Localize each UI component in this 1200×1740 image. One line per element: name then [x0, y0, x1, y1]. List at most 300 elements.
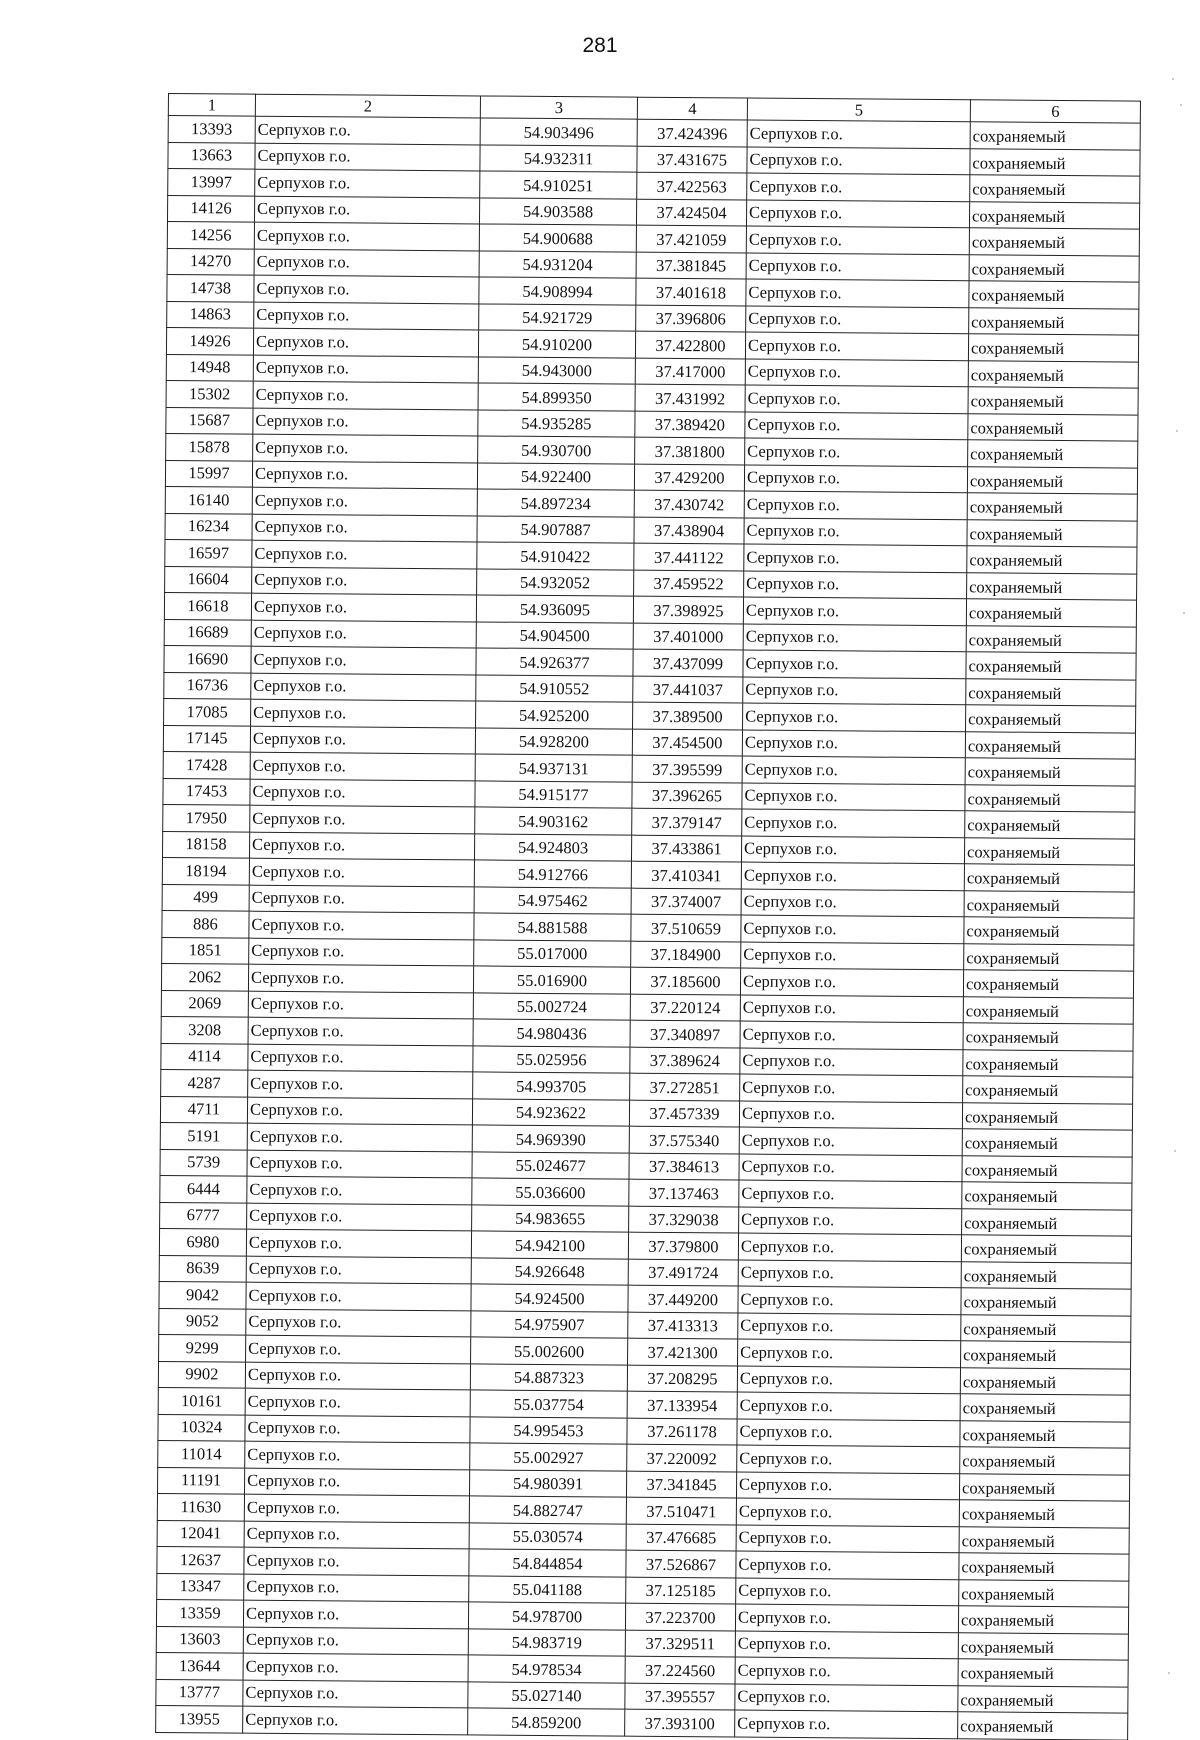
cell-latitude: 55.025956 — [473, 1045, 630, 1073]
cell-latitude: 55.017000 — [474, 939, 631, 967]
cell-district: Серпухов г.о. — [743, 597, 966, 625]
cell-municipality: Серпухов г.о. — [250, 752, 475, 780]
cell-status: сохраняемый — [967, 546, 1137, 574]
cell-record-number: 13603 — [156, 1626, 243, 1653]
cell-municipality: Серпухов г.о. — [255, 116, 480, 144]
cell-longitude: 37.379800 — [628, 1232, 738, 1259]
cell-district: Серпухов г.о. — [736, 1472, 959, 1500]
cell-status: сохраняемый — [958, 1606, 1128, 1634]
cell-record-number: 15687 — [166, 407, 253, 434]
cell-status: сохраняемый — [968, 387, 1138, 415]
cell-district: Серпухов г.о. — [736, 1525, 959, 1553]
cell-municipality: Серпухов г.о. — [250, 779, 475, 807]
column-header-3: 3 — [480, 96, 637, 119]
cell-latitude: 54.915177 — [475, 780, 632, 808]
cell-district: Серпухов г.о. — [740, 1048, 963, 1076]
cell-status: сохраняемый — [963, 970, 1133, 998]
cell-longitude: 37.575340 — [629, 1126, 739, 1153]
cell-latitude: 54.980436 — [473, 1019, 630, 1047]
cell-district: Серпухов г.о. — [741, 836, 964, 864]
cell-record-number: 2062 — [161, 963, 248, 990]
cell-record-number: 17145 — [163, 725, 250, 752]
cell-municipality: Серпухов г.о. — [243, 1627, 468, 1655]
cell-latitude: 54.975462 — [474, 886, 631, 914]
cell-longitude: 37.184900 — [631, 941, 741, 968]
cell-district: Серпухов г.о. — [741, 942, 964, 970]
cell-record-number: 499 — [162, 884, 249, 911]
cell-status: сохраняемый — [970, 148, 1140, 176]
cell-longitude: 37.395599 — [632, 755, 742, 782]
cell-district: Серпухов г.о. — [747, 120, 970, 148]
cell-record-number: 6777 — [160, 1202, 247, 1229]
cell-district: Серпухов г.о. — [742, 783, 965, 811]
cell-latitude: 55.030574 — [469, 1522, 626, 1550]
cell-latitude: 54.993705 — [473, 1072, 630, 1100]
cell-district: Серпухов г.о. — [738, 1260, 961, 1288]
cell-longitude: 37.133954 — [627, 1391, 737, 1418]
cell-longitude: 37.457339 — [629, 1100, 739, 1127]
column-header-4: 4 — [637, 97, 747, 120]
cell-municipality: Серпухов г.о. — [248, 1017, 473, 1045]
cell-latitude: 54.924803 — [474, 833, 631, 861]
cell-record-number: 13663 — [168, 142, 255, 169]
cell-record-number: 11014 — [158, 1440, 245, 1467]
cell-latitude: 54.923622 — [472, 1098, 629, 1126]
cell-longitude: 37.401000 — [633, 623, 743, 650]
cell-latitude: 54.975907 — [471, 1310, 628, 1338]
cell-district: Серпухов г.о. — [745, 385, 968, 413]
cell-status: сохраняемый — [961, 1235, 1131, 1263]
cell-status: сохраняемый — [962, 1129, 1132, 1157]
cell-municipality: Серпухов г.о. — [254, 275, 479, 303]
cell-municipality: Серпухов г.о. — [245, 1362, 470, 1390]
cell-status: сохраняемый — [960, 1420, 1130, 1448]
cell-longitude: 37.374007 — [631, 888, 741, 915]
cell-district: Серпухов г.о. — [738, 1286, 961, 1314]
cell-municipality: Серпухов г.о. — [243, 1653, 468, 1681]
cell-record-number: 886 — [162, 910, 249, 937]
cell-district: Серпухов г.о. — [738, 1313, 961, 1341]
cell-longitude: 37.421300 — [628, 1338, 738, 1365]
cell-record-number: 16618 — [164, 592, 251, 619]
cell-latitude: 54.882747 — [469, 1496, 626, 1524]
cell-municipality: Серпухов г.о. — [248, 991, 473, 1019]
cell-municipality: Серпухов г.о. — [247, 1123, 472, 1151]
cell-status: сохраняемый — [958, 1685, 1128, 1713]
cell-longitude: 37.396806 — [636, 305, 746, 332]
cell-status: сохраняемый — [961, 1314, 1131, 1342]
cell-longitude: 37.137463 — [629, 1179, 739, 1206]
column-header-2: 2 — [255, 94, 480, 118]
cell-municipality: Серпухов г.о. — [246, 1256, 471, 1284]
cell-district: Серпухов г.о. — [741, 915, 964, 943]
cell-district: Серпухов г.о. — [746, 226, 969, 254]
cell-latitude: 54.899350 — [478, 383, 635, 411]
cell-latitude: 54.907887 — [477, 515, 634, 543]
table-body — [156, 116, 1141, 1740]
cell-latitude: 55.024677 — [472, 1151, 629, 1179]
cell-status: сохраняемый — [964, 917, 1134, 945]
cell-latitude: 54.910422 — [477, 542, 634, 570]
cell-district: Серпухов г.о. — [740, 1074, 963, 1102]
cell-record-number: 4287 — [161, 1069, 248, 1096]
scan-speck — [1180, 104, 1182, 106]
cell-district: Серпухов г.о. — [743, 624, 966, 652]
cell-record-number: 16140 — [165, 486, 252, 513]
cell-record-number: 13347 — [157, 1573, 244, 1600]
cell-latitude: 54.904500 — [476, 621, 633, 649]
cell-municipality: Серпухов г.о. — [253, 408, 478, 436]
cell-district: Серпухов г.о. — [739, 1154, 962, 1182]
cell-longitude: 37.454500 — [632, 729, 742, 756]
cell-district: Серпухов г.о. — [737, 1445, 960, 1473]
cell-district: Серпухов г.о. — [741, 862, 964, 890]
cell-municipality: Серпухов г.о. — [252, 487, 477, 515]
cell-record-number: 16690 — [164, 645, 251, 672]
cell-record-number: 12041 — [157, 1520, 244, 1547]
cell-district: Серпухов г.о. — [736, 1578, 959, 1606]
cell-record-number: 2069 — [161, 990, 248, 1017]
cell-longitude: 37.422800 — [635, 331, 745, 358]
cell-district: Серпухов г.о. — [738, 1339, 961, 1367]
cell-district: Серпухов г.о. — [744, 571, 967, 599]
cell-record-number: 10324 — [158, 1414, 245, 1441]
cell-municipality: Серпухов г.о. — [244, 1468, 469, 1496]
cell-longitude: 37.395557 — [625, 1683, 735, 1710]
cell-longitude: 37.424396 — [637, 119, 747, 146]
cell-latitude: 54.903496 — [480, 118, 637, 146]
cell-record-number: 4114 — [161, 1043, 248, 1070]
cell-district: Серпухов г.о. — [736, 1551, 959, 1579]
cell-district: Серпухов г.о. — [742, 730, 965, 758]
cell-status: сохраняемый — [967, 519, 1137, 547]
cell-district: Серпухов г.о. — [740, 968, 963, 996]
cell-municipality: Серпухов г.о. — [246, 1229, 471, 1257]
cell-district: Серпухов г.о. — [743, 677, 966, 705]
cell-status: сохраняемый — [962, 1182, 1132, 1210]
cell-latitude: 55.036600 — [472, 1178, 629, 1206]
cell-district: Серпухов г.о. — [735, 1710, 958, 1738]
cell-municipality: Серпухов г.о. — [244, 1521, 469, 1549]
cell-record-number: 9052 — [159, 1308, 246, 1335]
cell-status: сохраняемый — [959, 1500, 1129, 1528]
cell-longitude: 37.410341 — [631, 861, 741, 888]
cell-latitude: 54.978534 — [468, 1655, 625, 1683]
cell-longitude: 37.459522 — [634, 570, 744, 597]
cell-latitude: 54.859200 — [468, 1708, 625, 1736]
cell-municipality: Серпухов г.о. — [250, 805, 475, 833]
cell-latitude: 54.969390 — [472, 1125, 629, 1153]
cell-longitude: 37.396265 — [632, 782, 742, 809]
cell-longitude: 37.393100 — [625, 1709, 735, 1736]
cell-municipality: Серпухов г.о. — [248, 1070, 473, 1098]
cell-longitude: 37.431675 — [637, 146, 747, 173]
cell-record-number: 17453 — [163, 778, 250, 805]
cell-municipality: Серпухов г.о. — [251, 699, 476, 727]
cell-longitude: 37.431992 — [635, 384, 745, 411]
cell-municipality: Серпухов г.о. — [251, 673, 476, 701]
cell-district: Серпухов г.о. — [738, 1233, 961, 1261]
cell-district: Серпухов г.о. — [739, 1101, 962, 1129]
cell-district: Серпухов г.о. — [735, 1657, 958, 1685]
cell-latitude: 54.932052 — [477, 568, 634, 596]
cell-latitude: 54.943000 — [478, 356, 635, 384]
cell-status: сохраняемый — [966, 705, 1136, 733]
cell-record-number: 3208 — [161, 1016, 248, 1043]
cell-record-number: 10161 — [158, 1387, 245, 1414]
cell-municipality: Серпухов г.о. — [252, 540, 477, 568]
cell-latitude: 55.002724 — [473, 992, 630, 1020]
cell-status: сохраняемый — [965, 784, 1135, 812]
cell-municipality: Серпухов г.о. — [249, 938, 474, 966]
cell-longitude: 37.224560 — [625, 1656, 735, 1683]
cell-latitude: 55.002927 — [470, 1443, 627, 1471]
cell-longitude: 37.389624 — [630, 1047, 740, 1074]
cell-district: Серпухов г.о. — [742, 809, 965, 837]
cell-latitude: 54.978700 — [468, 1602, 625, 1630]
cell-record-number: 13359 — [156, 1599, 243, 1626]
cell-longitude: 37.526867 — [626, 1550, 736, 1577]
cell-municipality: Серпухов г.о. — [248, 964, 473, 992]
cell-latitude: 54.995453 — [470, 1416, 627, 1444]
cell-municipality: Серпухов г.о. — [254, 196, 479, 224]
cell-municipality: Серпухов г.о. — [253, 328, 478, 356]
cell-record-number: 9902 — [158, 1361, 245, 1388]
cell-status: сохраняемый — [968, 413, 1138, 441]
cell-district: Серпухов г.о. — [735, 1604, 958, 1632]
cell-longitude: 37.401618 — [636, 278, 746, 305]
cell-record-number: 17085 — [164, 698, 251, 725]
cell-district: Серпухов г.о. — [743, 703, 966, 731]
cell-district: Серпухов г.о. — [739, 1180, 962, 1208]
cell-municipality: Серпухов г.о. — [252, 461, 477, 489]
cell-status: сохраняемый — [961, 1261, 1131, 1289]
cell-latitude: 54.983719 — [468, 1628, 625, 1656]
cell-municipality: Серпухов г.о. — [247, 1097, 472, 1125]
cell-municipality: Серпухов г.о. — [252, 514, 477, 542]
cell-district: Серпухов г.о. — [736, 1498, 959, 1526]
cell-record-number: 14270 — [167, 248, 254, 275]
cell-municipality: Серпухов г.о. — [244, 1574, 469, 1602]
cell-status: сохраняемый — [960, 1394, 1130, 1422]
cell-municipality: Серпухов г.о. — [246, 1335, 471, 1363]
cell-latitude: 54.912766 — [474, 860, 631, 888]
cell-status: сохраняемый — [966, 625, 1136, 653]
cell-district: Серпухов г.о. — [740, 1021, 963, 1049]
cell-status: сохраняемый — [968, 440, 1138, 468]
cell-latitude: 55.037754 — [470, 1390, 627, 1418]
cell-district: Серпухов г.о. — [744, 518, 967, 546]
cell-district: Серпухов г.о. — [747, 147, 970, 175]
cell-municipality: Серпухов г.о. — [247, 1176, 472, 1204]
cell-status: сохраняемый — [965, 731, 1135, 759]
cell-municipality: Серпухов г.о. — [244, 1547, 469, 1575]
cell-longitude: 37.438904 — [634, 517, 744, 544]
cell-status: сохраняемый — [965, 758, 1135, 786]
cell-district: Серпухов г.о. — [746, 253, 969, 281]
cell-record-number: 13777 — [156, 1679, 243, 1706]
cell-municipality: Серпухов г.о. — [246, 1282, 471, 1310]
cell-status: сохраняемый — [960, 1367, 1130, 1395]
cell-record-number: 11630 — [157, 1493, 244, 1520]
cell-status: сохраняемый — [964, 837, 1134, 865]
cell-latitude: 54.983655 — [472, 1204, 629, 1232]
cell-record-number: 15878 — [166, 433, 253, 460]
cell-longitude: 37.384613 — [629, 1153, 739, 1180]
cell-municipality: Серпухов г.о. — [246, 1309, 471, 1337]
cell-status: сохраняемый — [964, 943, 1134, 971]
cell-status: сохраняемый — [959, 1526, 1129, 1554]
cell-record-number: 16234 — [165, 513, 252, 540]
cell-status: сохраняемый — [969, 201, 1139, 229]
cell-status: сохраняемый — [962, 1208, 1132, 1236]
cell-status: сохраняемый — [966, 652, 1136, 680]
cell-status: сохраняемый — [966, 599, 1136, 627]
cell-latitude: 54.925200 — [476, 701, 633, 729]
cell-status: сохраняемый — [959, 1579, 1129, 1607]
cell-latitude: 54.926648 — [471, 1257, 628, 1285]
cell-longitude: 37.437099 — [633, 649, 743, 676]
cell-record-number: 14863 — [167, 301, 254, 328]
cell-record-number: 12637 — [157, 1546, 244, 1573]
cell-municipality: Серпухов г.о. — [254, 249, 479, 277]
cell-status: сохраняемый — [961, 1288, 1131, 1316]
cell-latitude: 54.937131 — [475, 754, 632, 782]
cell-record-number: 5739 — [160, 1149, 247, 1176]
cell-latitude: 54.844854 — [469, 1549, 626, 1577]
cell-status: сохраняемый — [962, 1102, 1132, 1130]
cell-record-number: 8639 — [159, 1255, 246, 1282]
cell-district: Серпухов г.о. — [737, 1419, 960, 1447]
cell-municipality: Серпухов г.о. — [245, 1441, 470, 1469]
cell-district: Серпухов г.о. — [737, 1392, 960, 1420]
cell-longitude: 37.398925 — [633, 596, 743, 623]
cell-latitude: 54.980391 — [469, 1469, 626, 1497]
cell-latitude: 54.908994 — [479, 277, 636, 305]
cell-record-number: 6444 — [160, 1175, 247, 1202]
cell-longitude: 37.433861 — [631, 835, 741, 862]
cell-record-number: 9042 — [159, 1281, 246, 1308]
cell-status: сохраняемый — [963, 1049, 1133, 1077]
cell-record-number: 5191 — [160, 1122, 247, 1149]
cell-record-number: 17428 — [163, 751, 250, 778]
cell-latitude: 54.910552 — [476, 674, 633, 702]
cell-municipality: Серпухов г.о. — [251, 593, 476, 621]
cell-district: Серпухов г.о. — [744, 491, 967, 519]
cell-latitude: 54.921729 — [479, 303, 636, 331]
cell-longitude: 37.261178 — [627, 1418, 737, 1445]
cell-latitude: 55.027140 — [468, 1681, 625, 1709]
cell-municipality: Серпухов г.о. — [249, 832, 474, 860]
cell-status: сохраняемый — [964, 864, 1134, 892]
cell-longitude: 37.125185 — [626, 1577, 736, 1604]
cell-municipality: Серпухов г.о. — [254, 302, 479, 330]
cell-municipality: Серпухов г.о. — [255, 169, 480, 197]
cell-record-number: 15997 — [165, 460, 252, 487]
cell-status: сохраняемый — [969, 307, 1139, 335]
cell-status: сохраняемый — [965, 811, 1135, 839]
cell-longitude: 37.430742 — [634, 490, 744, 517]
cell-status: сохраняемый — [969, 281, 1139, 309]
cell-longitude: 37.422563 — [637, 172, 747, 199]
cell-district: Серпухов г.о. — [741, 889, 964, 917]
column-header-6: 6 — [970, 100, 1140, 123]
cell-district: Серпухов г.о. — [747, 173, 970, 201]
cell-district: Серпухов г.о. — [745, 438, 968, 466]
cell-status: сохраняемый — [958, 1712, 1128, 1740]
cell-municipality: Серпухов г.о. — [253, 381, 478, 409]
cell-status: сохраняемый — [968, 360, 1138, 388]
cell-longitude: 37.429200 — [634, 464, 744, 491]
cell-record-number: 15302 — [166, 380, 253, 407]
cell-record-number: 18194 — [162, 857, 249, 884]
scan-speck — [1172, 78, 1174, 80]
cell-longitude: 37.413313 — [628, 1312, 738, 1339]
cell-status: сохраняемый — [960, 1447, 1130, 1475]
cell-latitude: 54.931204 — [479, 250, 636, 278]
cell-record-number: 18158 — [162, 831, 249, 858]
cell-municipality: Серпухов г.о. — [243, 1680, 468, 1708]
cell-municipality: Серпухов г.о. — [243, 1600, 468, 1628]
cell-district: Серпухов г.о. — [744, 465, 967, 493]
cell-municipality: Серпухов г.о. — [255, 143, 480, 171]
cell-longitude: 37.341845 — [626, 1471, 736, 1498]
cell-status: сохраняемый — [968, 334, 1138, 362]
page-number: 281 — [582, 34, 618, 57]
cell-longitude: 37.272851 — [630, 1073, 740, 1100]
scan-speck — [1174, 1150, 1176, 1152]
cell-district: Серпухов г.о. — [745, 359, 968, 387]
cell-record-number: 14126 — [167, 195, 254, 222]
cell-latitude: 55.041188 — [469, 1575, 626, 1603]
cell-latitude: 54.910200 — [478, 330, 635, 358]
cell-record-number: 13955 — [156, 1705, 243, 1732]
cell-status: сохраняемый — [958, 1659, 1128, 1687]
cell-status: сохраняемый — [969, 228, 1139, 256]
cell-status: сохраняемый — [970, 122, 1140, 150]
cell-record-number: 6980 — [159, 1228, 246, 1255]
cell-longitude: 37.421059 — [636, 225, 746, 252]
cell-municipality: Серпухов г.о. — [249, 911, 474, 939]
cell-municipality: Серпухов г.о. — [250, 726, 475, 754]
cell-status: сохраняемый — [963, 1023, 1133, 1051]
cell-latitude: 54.910251 — [480, 171, 637, 199]
cell-municipality: Серпухов г.о. — [248, 1044, 473, 1072]
cell-longitude: 37.417000 — [635, 358, 745, 385]
cell-record-number: 9299 — [159, 1334, 246, 1361]
cell-status: сохраняемый — [967, 572, 1137, 600]
cell-municipality: Серпухов г.о. — [247, 1203, 472, 1231]
cell-longitude: 37.441037 — [633, 676, 743, 703]
cell-district: Серпухов г.о. — [746, 279, 969, 307]
cell-status: сохраняемый — [970, 175, 1140, 203]
cell-status: сохраняемый — [967, 466, 1137, 494]
scan-speck — [1168, 1672, 1170, 1674]
cell-status: сохраняемый — [958, 1632, 1128, 1660]
cell-district: Серпухов г.о. — [745, 332, 968, 360]
cell-longitude: 37.510659 — [631, 914, 741, 941]
cell-record-number: 11191 — [158, 1467, 245, 1494]
cell-municipality: Серпухов г.о. — [249, 885, 474, 913]
cell-latitude: 55.002600 — [471, 1337, 628, 1365]
cell-record-number: 13393 — [168, 116, 255, 143]
cell-municipality: Серпухов г.о. — [252, 567, 477, 595]
cell-status: сохраняемый — [959, 1473, 1129, 1501]
cell-record-number: 16689 — [164, 619, 251, 646]
cell-latitude: 54.930700 — [478, 436, 635, 464]
cell-status: сохраняемый — [959, 1553, 1129, 1581]
cell-status: сохраняемый — [966, 678, 1136, 706]
